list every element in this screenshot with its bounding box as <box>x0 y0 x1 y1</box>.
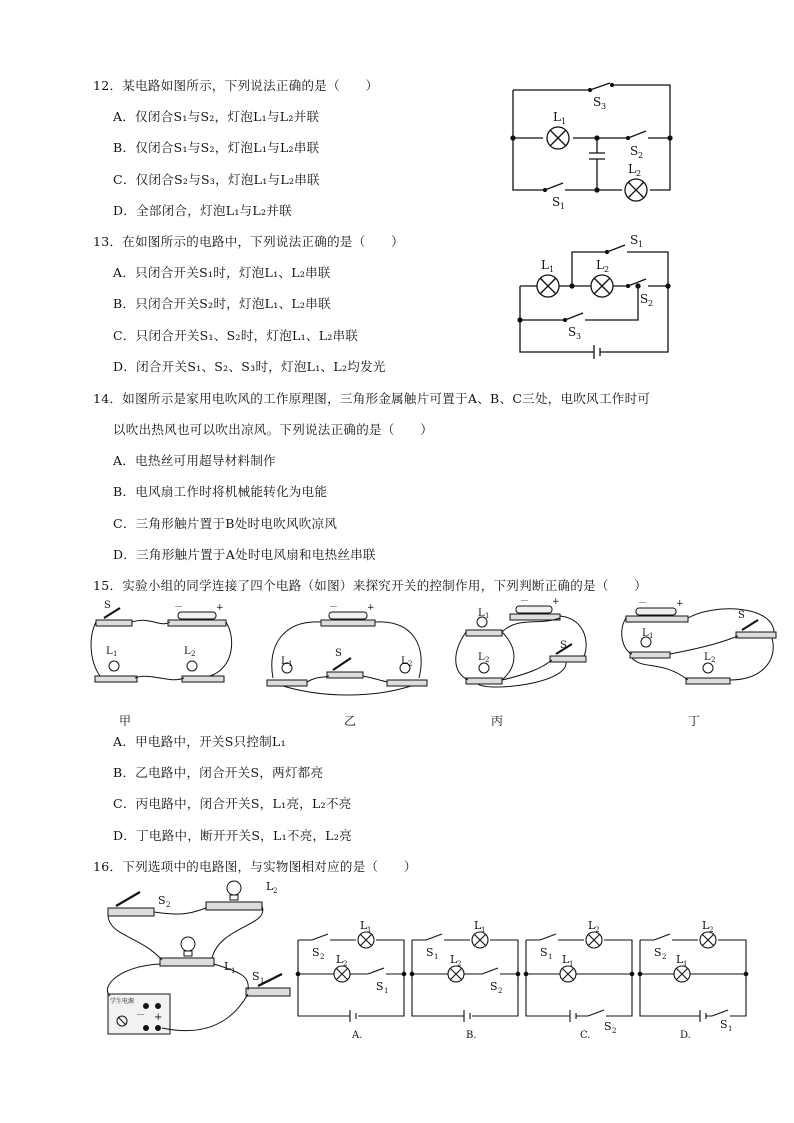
q12-option-b[interactable]: B．仅闭合S₁与S₂，灯泡L₁与L₂串联 <box>113 140 320 155</box>
q12-label-s1-sub: 1 <box>560 202 566 211</box>
q12-label-l1: L <box>553 110 561 124</box>
q15-jia-label-l1: L <box>106 646 113 657</box>
q14-option-b[interactable]: B．电风扇工作时将机械能转化为电能 <box>113 484 328 499</box>
q13-label-l2-sub: 2 <box>604 265 610 274</box>
q15-jia-minus: － <box>174 603 184 613</box>
q12-lamp-l1 <box>547 127 569 149</box>
q16-d-label-l2: L <box>702 919 710 932</box>
q13-label-l1: L <box>541 258 549 272</box>
q15-circuit-bing <box>458 597 593 694</box>
q15-ding-label-l1-sub: 1 <box>649 632 654 640</box>
q15-ding-plus: + <box>676 599 684 609</box>
q13-label-s2: S <box>640 292 649 306</box>
q13-option-b[interactable]: B．只闭合开关S₂时，灯泡L₁、L₂串联 <box>113 296 331 311</box>
q16-a-label-l2-sub: 2 <box>343 960 348 968</box>
q16-d-label-s1-sub: 1 <box>728 1025 733 1033</box>
q15-bing-battery <box>516 606 552 613</box>
q16-b-label-s2-sub: 2 <box>498 987 503 995</box>
q13-label-s3: S <box>568 325 577 339</box>
q16-label-l2: L <box>266 880 274 893</box>
q12-label-s2: S <box>630 144 639 158</box>
q15-circuit-ding <box>622 600 782 692</box>
q15-yi-battery <box>329 612 367 619</box>
q14-option-a[interactable]: A．电热丝可用超导材料制作 <box>113 453 276 468</box>
q13-switch-s1 <box>607 245 625 252</box>
q13-label-s2-sub: 2 <box>648 299 654 308</box>
q13-option-a[interactable]: A．只闭合开关S₁时，灯泡L₁、L₂串联 <box>113 265 331 280</box>
q16-a-label-l1-sub: 1 <box>367 926 372 934</box>
q15-yi-label-l2: L <box>401 656 408 667</box>
q16-a-label-l2: L <box>336 953 344 966</box>
q12-circuit-diagram <box>500 78 680 213</box>
q16-choice-b-diagram[interactable] <box>408 916 520 1041</box>
q16-choice-a-label: A. <box>352 1030 363 1041</box>
q13-stem: 13．在如图所示的电路中，下列说法正确的是（ ） <box>93 234 404 249</box>
q16-c-label-s2: S <box>604 1020 612 1033</box>
q15-circuit-jia <box>90 598 240 693</box>
q15-caption-ding: 丁 <box>688 714 701 728</box>
q15-caption-jia: 甲 <box>119 714 132 728</box>
q13-label-l1-sub: 1 <box>549 265 555 274</box>
q16-a-label-s1-sub: 1 <box>384 987 389 995</box>
q16-label-s1: S <box>252 970 260 983</box>
q12-label-l1-sub: 1 <box>561 117 567 126</box>
q16-c-label-s1-sub: 1 <box>548 953 553 961</box>
q16-label-s2-sub: 2 <box>166 901 171 909</box>
q16-choice-d-diagram[interactable] <box>636 916 748 1041</box>
q16-b-label-l1: L <box>474 919 482 932</box>
q12-option-a[interactable]: A．仅闭合S₁与S₂，灯泡L₁与L₂并联 <box>113 109 320 124</box>
q13-label-l2: L <box>596 258 604 272</box>
q13-switch-s3 <box>565 313 583 320</box>
q16-choice-d-label: D. <box>680 1030 691 1041</box>
q16-supply-plus: + <box>154 1012 163 1023</box>
q14-stem-line1: 14．如图所示是家用电吹风的工作原理图，三角形金属触片可置于A、B、C三处，电吹风工作时可 <box>93 391 651 406</box>
q16-c-label-l2: L <box>588 919 596 932</box>
q16-d-label-l1-sub: 1 <box>683 960 688 968</box>
q15-caption-bing: 丙 <box>491 714 504 728</box>
q16-b-label-s1-sub: 1 <box>434 953 439 961</box>
q16-d-label-s2-sub: 2 <box>662 953 667 961</box>
q16-label-s2: S <box>158 894 166 907</box>
q13-option-d[interactable]: D．闭合开关S₁、S₂、S₃时，灯泡L₁、L₂均发光 <box>113 359 386 374</box>
q16-power-supply-label: 学生电源 <box>110 998 135 1005</box>
q16-b-label-s2: S <box>490 980 498 993</box>
q12-option-d[interactable]: D．全部闭合，灯泡L₁与L₂并联 <box>113 203 292 218</box>
q16-d-label-l2-sub: 2 <box>709 926 714 934</box>
q15-bing-label-l1-sub: 1 <box>485 612 490 620</box>
q16-label-l1-sub: 1 <box>231 967 236 975</box>
q16-a-label-l1: L <box>360 919 368 932</box>
q16-c-label-l2-sub: 2 <box>595 926 600 934</box>
q15-jia-label-l2-sub: 2 <box>191 650 196 658</box>
q16-choice-a-diagram[interactable] <box>294 916 406 1041</box>
q15-ding-minus: － <box>638 599 648 609</box>
q16-label-s1-sub: 1 <box>260 977 265 985</box>
q16-physical-circuit <box>100 876 295 1041</box>
q16-choice-c-label: C. <box>580 1030 591 1041</box>
q15-caption-yi: 乙 <box>344 714 357 728</box>
q15-yi-plus: + <box>367 603 375 613</box>
q12-label-s3-sub: 3 <box>601 102 607 111</box>
q15-option-c[interactable]: C．丙电路中，闭合开关S，L₁亮，L₂不亮 <box>113 796 352 811</box>
q15-jia-plus: + <box>216 603 224 613</box>
q15-stem: 15．实验小组的同学连接了四个电路（如图）来探究开关的控制作用，下列判断正确的是（ ） <box>93 578 648 593</box>
q16-choice-b-label: B. <box>466 1030 477 1041</box>
q13-lamp-l2 <box>591 275 613 297</box>
q13-label-s1-sub: 1 <box>638 240 644 249</box>
q15-yi-minus: － <box>329 603 339 613</box>
q12-label-l2-sub: 2 <box>636 169 642 178</box>
q16-b-label-l2: L <box>450 953 458 966</box>
q12-label-s1: S <box>552 195 561 209</box>
q16-choice-c-diagram[interactable] <box>522 916 634 1041</box>
q15-option-d[interactable]: D．丁电路中，断开开关S，L₁不亮，L₂亮 <box>113 828 353 843</box>
q16-supply-minus: － <box>136 1011 146 1021</box>
q13-circuit-diagram <box>510 232 675 357</box>
q15-ding-label-l1: L <box>642 628 649 639</box>
q14-stem-line2: 以吹出热风也可以吹出凉风。下列说法正确的是（ ） <box>113 422 434 437</box>
q15-jia-battery <box>178 612 216 619</box>
q15-yi-label-l1-sub: 1 <box>288 660 293 668</box>
q12-option-c[interactable]: C．仅闭合S₂与S₃，灯泡L₁与L₂串联 <box>113 172 320 187</box>
q12-switch-s3 <box>590 83 610 90</box>
q16-b-label-l1-sub: 1 <box>481 926 486 934</box>
q14-option-d[interactable]: D．三角形触片置于A处时电风扇和电热丝串联 <box>113 547 376 562</box>
q16-a-label-s2: S <box>312 946 320 959</box>
q15-jia-switch-base <box>96 620 132 626</box>
q16-c-label-s2-sub: 2 <box>612 1027 617 1035</box>
q15-bing-plus: + <box>552 597 560 607</box>
q16-label-l2-sub: 2 <box>273 887 278 895</box>
q15-bing-label-l2: L <box>478 652 485 663</box>
q15-ding-label-s: S <box>738 610 745 621</box>
q16-c-label-s1: S <box>540 946 548 959</box>
q13-battery <box>594 345 600 359</box>
q16-c-label-l1: L <box>562 953 570 966</box>
q16-stem: 16．下列选项中的电路图，与实物图相对应的是（ ） <box>93 859 417 874</box>
q15-yi-label-s: S <box>335 648 342 659</box>
q16-b-label-l2-sub: 2 <box>457 960 462 968</box>
q13-label-s1: S <box>630 233 639 247</box>
q15-bing-label-l2-sub: 2 <box>485 656 490 664</box>
q15-ding-battery <box>636 608 676 615</box>
q15-ding-label-l2: L <box>704 652 711 663</box>
q12-stem: 12．某电路如图所示，下列说法正确的是（ ） <box>93 78 379 93</box>
q16-b-label-s1: S <box>426 946 434 959</box>
q15-ding-label-l2-sub: 2 <box>711 656 716 664</box>
q15-bing-minus: － <box>520 597 530 607</box>
q12-lamp-l2 <box>625 179 647 201</box>
q16-a-label-s1: S <box>376 980 384 993</box>
q16-label-l1: L <box>224 960 232 973</box>
q16-d-label-l1: L <box>676 953 684 966</box>
q15-yi-label-l1: L <box>281 656 288 667</box>
q16-d-label-s1: S <box>720 1018 728 1031</box>
q15-jia-label-l2: L <box>184 646 191 657</box>
q14-option-c[interactable]: C．三角形触片置于B处时电吹风吹凉风 <box>113 516 338 531</box>
q15-jia-label-l1-sub: 1 <box>113 650 118 658</box>
q13-lamp-l1 <box>537 275 559 297</box>
q15-bing-label-s: S <box>560 640 567 651</box>
q15-yi-label-l2-sub: 2 <box>408 660 413 668</box>
q15-circuit-yi <box>263 603 433 696</box>
q12-label-s3: S <box>593 95 602 109</box>
q13-option-c[interactable]: C．只闭合开关S₁、S₂时，灯泡L₁、L₂串联 <box>113 328 359 343</box>
q12-label-l2: L <box>628 162 636 176</box>
q13-label-s3-sub: 3 <box>576 332 582 341</box>
q15-bing-label-l1: L <box>478 608 485 619</box>
q16-d-label-s2: S <box>654 946 662 959</box>
q16-c-label-l1-sub: 1 <box>569 960 574 968</box>
q16-a-label-s2-sub: 2 <box>320 953 325 961</box>
q12-label-s2-sub: 2 <box>638 151 644 160</box>
q15-option-a[interactable]: A．甲电路中，开关S只控制L₁ <box>113 734 286 749</box>
q15-jia-label-s: S <box>104 600 111 611</box>
q15-option-b[interactable]: B．乙电路中，闭合开关S，两灯都亮 <box>113 765 324 780</box>
